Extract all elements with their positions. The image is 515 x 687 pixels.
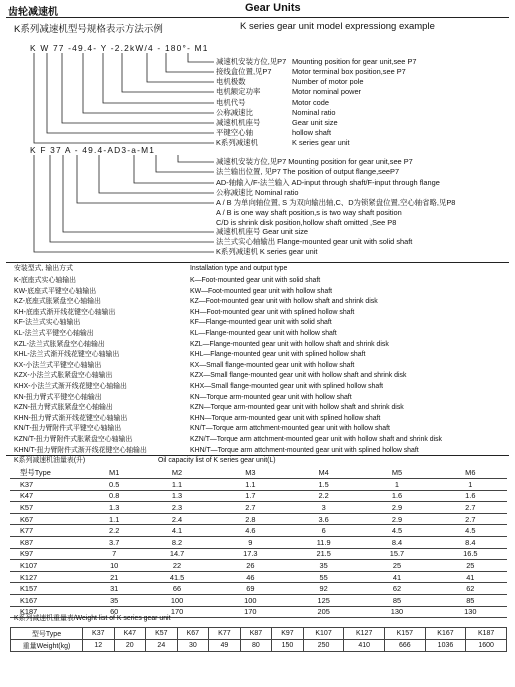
mounting-type-cn: KL-法兰式平键空心轴输出 [14, 330, 94, 337]
oil-table-cell: 1.3 [140, 490, 213, 502]
oil-table-cell: 2.7 [434, 513, 507, 525]
oil-table-cell: 21 [88, 571, 140, 583]
weight-table-type-cell: K57 [146, 628, 178, 640]
example1-label-cn: 电机额定功率 [216, 87, 261, 96]
mounting-type-en: KZX—Small flange-mounted gear unit with hollow shaft and shrink disk [190, 372, 407, 380]
oil-table-row [10, 525, 507, 537]
weight-table-weight-cell: 150 [272, 640, 304, 652]
oil-table-cell: K87 [10, 536, 88, 548]
weight-table-weight-cell: 20 [114, 640, 146, 652]
oil-table-cell: 85 [360, 594, 433, 606]
oil-table-row [10, 583, 507, 595]
weight-table-weight-cell: 1036 [425, 640, 466, 652]
oil-table-cell: 60 [88, 606, 140, 618]
oil-table-title-en: Oil capacity list of K series gear unit(L) [158, 457, 276, 464]
weight-table-weight-cell: 24 [146, 640, 178, 652]
weight-table-type-cell: K97 [272, 628, 304, 640]
oil-table-cell: K47 [10, 490, 88, 502]
mounting-type-en: KW—Foot-mounted gear unit with hollow shaft [190, 287, 333, 295]
weight-table [10, 627, 507, 652]
weight-table-weight-cell: 410 [344, 640, 385, 652]
weight-table-weight-cell: 80 [240, 640, 272, 652]
example2-label: AD-轴输入/F-法兰输入 AD-input through shaft/F-input through flange [216, 178, 440, 187]
weight-table-type-cell: K187 [466, 628, 507, 640]
oil-table-row [10, 548, 507, 560]
example1-label-cn: 减速机机座号 [216, 118, 261, 127]
weight-table-type-cell: K127 [344, 628, 385, 640]
oil-table-cell: 8.4 [360, 536, 433, 548]
model-section-title-cn: K系列减速机型号规格表示方法示例 [14, 24, 163, 35]
oil-table-cell: 2.7 [214, 502, 287, 514]
oil-table-cell: 15.7 [360, 548, 433, 560]
example1-label-en: Motor nominal power [292, 87, 362, 96]
oil-table-cell: 130 [434, 606, 507, 618]
weight-table-weight-cell: 49 [209, 640, 241, 652]
oil-table-cell: 125 [287, 594, 360, 606]
mounting-type-en: KHL—Flange-mounted gear unit with splined hollow shaft [190, 351, 366, 359]
mounting-type-cn: KX-小法兰式平键空心轴输出 [14, 361, 102, 369]
oil-table-cell: 130 [360, 606, 433, 618]
model-section-divider [6, 262, 509, 263]
oil-table-cell: 17.3 [214, 548, 287, 560]
oil-table-cell: 1.6 [360, 490, 433, 502]
mounting-type-en: KH—Foot-mounted gear unit with splined hollow shaft [190, 308, 355, 316]
oil-table-cell: 6 [287, 525, 360, 537]
oil-table-cell: 1 [360, 479, 433, 491]
weight-table-weight-row [11, 640, 507, 652]
oil-table-row [10, 571, 507, 583]
weight-table-weight-label: 重量Weight(kg) [11, 640, 83, 652]
oil-table-cell: K167 [10, 594, 88, 606]
oil-table-cell: 2.4 [140, 513, 213, 525]
mounting-type-cn: KZL-法兰式胀紧盘空心轴输出 [14, 340, 105, 348]
mounting-type-cn: KHN-扭力臂式渐开线花键空心轴输出 [14, 414, 128, 422]
oil-table-cell: 2.9 [360, 513, 433, 525]
example1-label-en: Motor terminal box position,see P7 [292, 67, 406, 76]
mounting-type-cn: K-底座式实心轴输出 [14, 277, 77, 284]
oil-table-header-cell: M2 [140, 467, 213, 479]
weight-table-type-cell: K67 [177, 628, 209, 640]
oil-table-header-cell: M4 [287, 467, 360, 479]
oil-table-cell: 0.5 [88, 479, 140, 491]
oil-table-cell: 21.5 [287, 548, 360, 560]
oil-table-cell: 41 [360, 571, 433, 583]
oil-table-cell: 46 [214, 571, 287, 583]
oil-table-cell: 35 [287, 560, 360, 572]
weight-table-weight-cell: 12 [83, 640, 115, 652]
weight-table-type-cell: K37 [83, 628, 115, 640]
example2-label: 公称减速比 Nominal ratio [216, 188, 299, 197]
oil-table-cell: K157 [10, 583, 88, 595]
oil-table-cell: 8.4 [434, 536, 507, 548]
oil-table-cell: 14.7 [140, 548, 213, 560]
example1-label-en: Gear unit size [292, 118, 338, 127]
example1-label-en: Number of motor pole [292, 77, 364, 86]
oil-table-cell: 3.6 [287, 513, 360, 525]
example1-label-cn: K系列减速机 [216, 138, 258, 147]
weight-table-weight-cell: 1600 [466, 640, 507, 652]
header-right-title: Gear Units [245, 2, 301, 14]
oil-table-cell: 4.5 [360, 525, 433, 537]
mounting-type-en: K—Foot-mounted gear unit with solid shaft [190, 277, 321, 284]
model-code-example-1: K W 77 -49.4- Y -2.2kW/4 - 180°- M1 [30, 43, 209, 53]
weight-table-type-label: 型号Type [11, 628, 83, 640]
oil-table-cell: 2.2 [287, 490, 360, 502]
oil-table-row [10, 490, 507, 502]
oil-table-cell: 9 [214, 536, 287, 548]
oil-table-cell: 170 [140, 606, 213, 618]
mounting-type-cn: KW-底座式平键空心轴输出 [14, 287, 97, 295]
oil-table-cell: 25 [360, 560, 433, 572]
mounting-type-en: KN/T—Torque arm attchment-mounted gear unit with hollow shaft [190, 425, 390, 433]
example1-label-cn: 接线盒位置,见P7 [216, 67, 272, 76]
mounting-type-en: KF—Flange-mounted gear unit with solid shaft [190, 319, 332, 327]
weight-table-weight-cell: 30 [177, 640, 209, 652]
example1-label-cn: 平键空心轴 [216, 128, 253, 137]
example1-label-en: hollow shaft [292, 128, 332, 137]
example2-label: 减速机安装方位,见P7 Mounting position for gear unit,see P7 [216, 157, 413, 166]
oil-table-cell: 62 [434, 583, 507, 595]
example2-label: A / B 为单向轴位置, S 为双向输出轴,C、D为锁紧盘位置,空心轴省略,见P8 [216, 198, 456, 207]
weight-table-type-row [11, 628, 507, 640]
mounting-type-cn: KHL-法兰式渐开线花键空心轴输出 [14, 351, 120, 359]
oil-table-cell: 62 [360, 583, 433, 595]
oil-table-cell: 2.2 [88, 525, 140, 537]
oil-table-row [10, 479, 507, 491]
weight-table-title: K系列减速机重量表/Weight list of K series gear unit [14, 615, 171, 622]
oil-table-cell: 92 [287, 583, 360, 595]
oil-table-header-cell: M1 [88, 467, 140, 479]
oil-table-cell: 1.1 [88, 513, 140, 525]
oil-table-cell: 100 [214, 594, 287, 606]
example1-label-cn: 电机代号 [216, 98, 246, 107]
oil-table-cell: 2.7 [434, 502, 507, 514]
mounting-type-cn: KH-底座式渐开线花键空心轴输出 [14, 308, 116, 316]
oil-table-row [10, 536, 507, 548]
oil-table-cell: 11.9 [287, 536, 360, 548]
model-code-example-2: K F 37 A - 49.4-AD3-a-M1 [30, 145, 156, 155]
oil-table-cell: 0.8 [88, 490, 140, 502]
oil-table-header-cell: 型号Type [10, 467, 88, 479]
oil-table-cell: 1.6 [434, 490, 507, 502]
oil-capacity-table [10, 467, 507, 618]
oil-table-cell: 2.8 [214, 513, 287, 525]
oil-table-cell: 1.1 [140, 479, 213, 491]
oil-table-cell: 2.3 [140, 502, 213, 514]
oil-table-cell: 85 [434, 594, 507, 606]
oil-table-cell: 170 [214, 606, 287, 618]
weight-table-type-cell: K77 [209, 628, 241, 640]
oil-table-cell: 1 [434, 479, 507, 491]
mounting-type-cn: KHN/T-扭力臂附件式渐开线花键空心轴输出 [14, 446, 147, 454]
mounting-type-en: KZ—Foot-mounted gear unit with hollow shaft and shrink disk [190, 298, 378, 306]
oil-table-header-cell: M5 [360, 467, 433, 479]
example1-label-cn: 电机极数 [216, 77, 246, 86]
example1-label-cn: 公称减速比 [216, 108, 253, 117]
oil-table-cell: 69 [214, 583, 287, 595]
weight-table-type-cell: K47 [114, 628, 146, 640]
mounting-type-en: KL—Flange-mounted gear unit with hollow shaft [190, 330, 337, 337]
weight-table-weight-cell: 250 [303, 640, 344, 652]
mounting-type-cn: KZ-底座式胀紧盘空心轴输出 [14, 298, 101, 306]
mounting-type-cn: KN-扭力臂式平键空心轴输出 [14, 393, 102, 401]
mounting-type-en: KX—Small flange-mounted gear unit with hollow shaft [190, 361, 355, 369]
mounting-type-en: KHN—Torque arm-mounted gear unit with splined hollow shaft [190, 414, 381, 422]
example2-label: A / B is one way shaft position,s is two way shaft position [216, 208, 402, 217]
oil-table-cell: 31 [88, 583, 140, 595]
weight-table-type-cell: K167 [425, 628, 466, 640]
oil-table-cell: 3.7 [88, 536, 140, 548]
oil-table-row [10, 560, 507, 572]
oil-table-cell: 3 [287, 502, 360, 514]
example2-label: 法兰输出位置, 见P7 The position of output flange,seeP7 [216, 167, 400, 176]
weight-table-type-cell: K107 [303, 628, 344, 640]
mounting-type-cn: KZN-扭力臂式胀紧盘空心轴输出 [14, 404, 113, 412]
oil-table-row [10, 513, 507, 525]
oil-table-cell: K77 [10, 525, 88, 537]
mounting-type-en: KHX—Small flange-mounted gear unit with splined hollow shaft [190, 383, 384, 390]
oil-table-cell: 25 [434, 560, 507, 572]
oil-table-header-cell: M6 [434, 467, 507, 479]
oil-table-cell: 1.3 [88, 502, 140, 514]
oil-table-cell: 10 [88, 560, 140, 572]
weight-table-weight-cell: 666 [385, 640, 426, 652]
oil-table-cell: 35 [88, 594, 140, 606]
example1-label-cn: 减速机安装方位,见P7 [216, 57, 287, 66]
oil-table-cell: 1.1 [214, 479, 287, 491]
model-section-title-en: K series gear unit model expressiong example [240, 21, 435, 32]
example1-label-en: Nominal ratio [292, 108, 336, 117]
oil-table-cell: 66 [140, 583, 213, 595]
oil-table-cell: 7 [88, 548, 140, 560]
oil-table-cell: K127 [10, 571, 88, 583]
oil-table-cell: 22 [140, 560, 213, 572]
oil-table-cell: 2.9 [360, 502, 433, 514]
mounting-type-en: KZL—Flange-mounted gear unit with hollow shaft and shrink disk [190, 340, 389, 348]
mounting-type-en: KN—Torque arm-mounted gear unit with hollow shaft [190, 393, 352, 401]
example2-label: 法兰式实心轴输出 Flange-mounted gear unit with solid shaft [216, 237, 413, 246]
oil-table-cell: 16.5 [434, 548, 507, 560]
mounting-type-cn: KF-法兰式实心轴输出 [14, 319, 81, 327]
oil-table-cell: 4.6 [214, 525, 287, 537]
oil-table-cell: 41.5 [140, 571, 213, 583]
mounting-type-en: KZN—Torque arm-mounted gear unit with hollow shaft and shrink disk [190, 404, 404, 412]
weight-table-type-cell: K87 [240, 628, 272, 640]
example2-label: 减速机机座号 Gear unit size [216, 227, 308, 236]
mounting-type-cn: KN/T-扭力臂附件式平键空心轴输出 [14, 425, 122, 433]
oil-table-cell: 1.5 [287, 479, 360, 491]
oil-table-cell: 1.7 [214, 490, 287, 502]
oil-table-cell: K187 [10, 606, 88, 618]
oil-table-cell: K57 [10, 502, 88, 514]
mounting-title-cn: 安装型式, 输出方式 [14, 265, 73, 272]
oil-table-cell: 8.2 [140, 536, 213, 548]
oil-table-cell: K37 [10, 479, 88, 491]
example1-label-en: Motor code [292, 98, 329, 107]
mounting-type-cn: KZN/T-扭力臂附件式胀紧盘空心轴输出 [14, 436, 133, 443]
example1-label-en: K series gear unit [292, 138, 350, 147]
weight-table-type-cell: K157 [385, 628, 426, 640]
oil-table-cell: 205 [287, 606, 360, 618]
oil-table-cell: 4.1 [140, 525, 213, 537]
oil-table-row [10, 502, 507, 514]
oil-table-header-cell: M3 [214, 467, 287, 479]
mounting-type-en: KZN/T—Torque arm attchment-mounted gear unit with hollow shaft and shrink disk [190, 436, 443, 443]
oil-table-row [10, 594, 507, 606]
oil-table-cell: K97 [10, 548, 88, 560]
example2-label: K系列减速机 K series gear unit [216, 247, 318, 256]
mounting-title-en: Installation type and output type [190, 265, 288, 272]
oil-table-header-row [10, 467, 507, 479]
oil-table-cell: K67 [10, 513, 88, 525]
mounting-type-en: KHN/T—Torque arm attchment-mounted gear unit with splined hollow shaft [190, 446, 419, 454]
oil-table-cell: 4.5 [434, 525, 507, 537]
oil-table-cell: 41 [434, 571, 507, 583]
mounting-type-cn: KZX-小法兰式胀紧盘空心轴输出 [14, 372, 113, 380]
oil-table-cell: 26 [214, 560, 287, 572]
mounting-type-cn: KHX-小法兰式渐开线花键空心轴输出 [14, 383, 127, 390]
oil-table-title-cn: K系列减速机油量表(升) [14, 457, 86, 464]
oil-table-cell: 100 [140, 594, 213, 606]
example2-label: C/D is shrink disk position,hollow shaft omitted ,See P8 [216, 218, 397, 227]
oil-table-cell: 55 [287, 571, 360, 583]
header-left-title: 齿轮减速机 [8, 7, 58, 18]
example1-label-en: Mounting position for gear unit,see P7 [292, 57, 417, 66]
oil-table-cell: K107 [10, 560, 88, 572]
